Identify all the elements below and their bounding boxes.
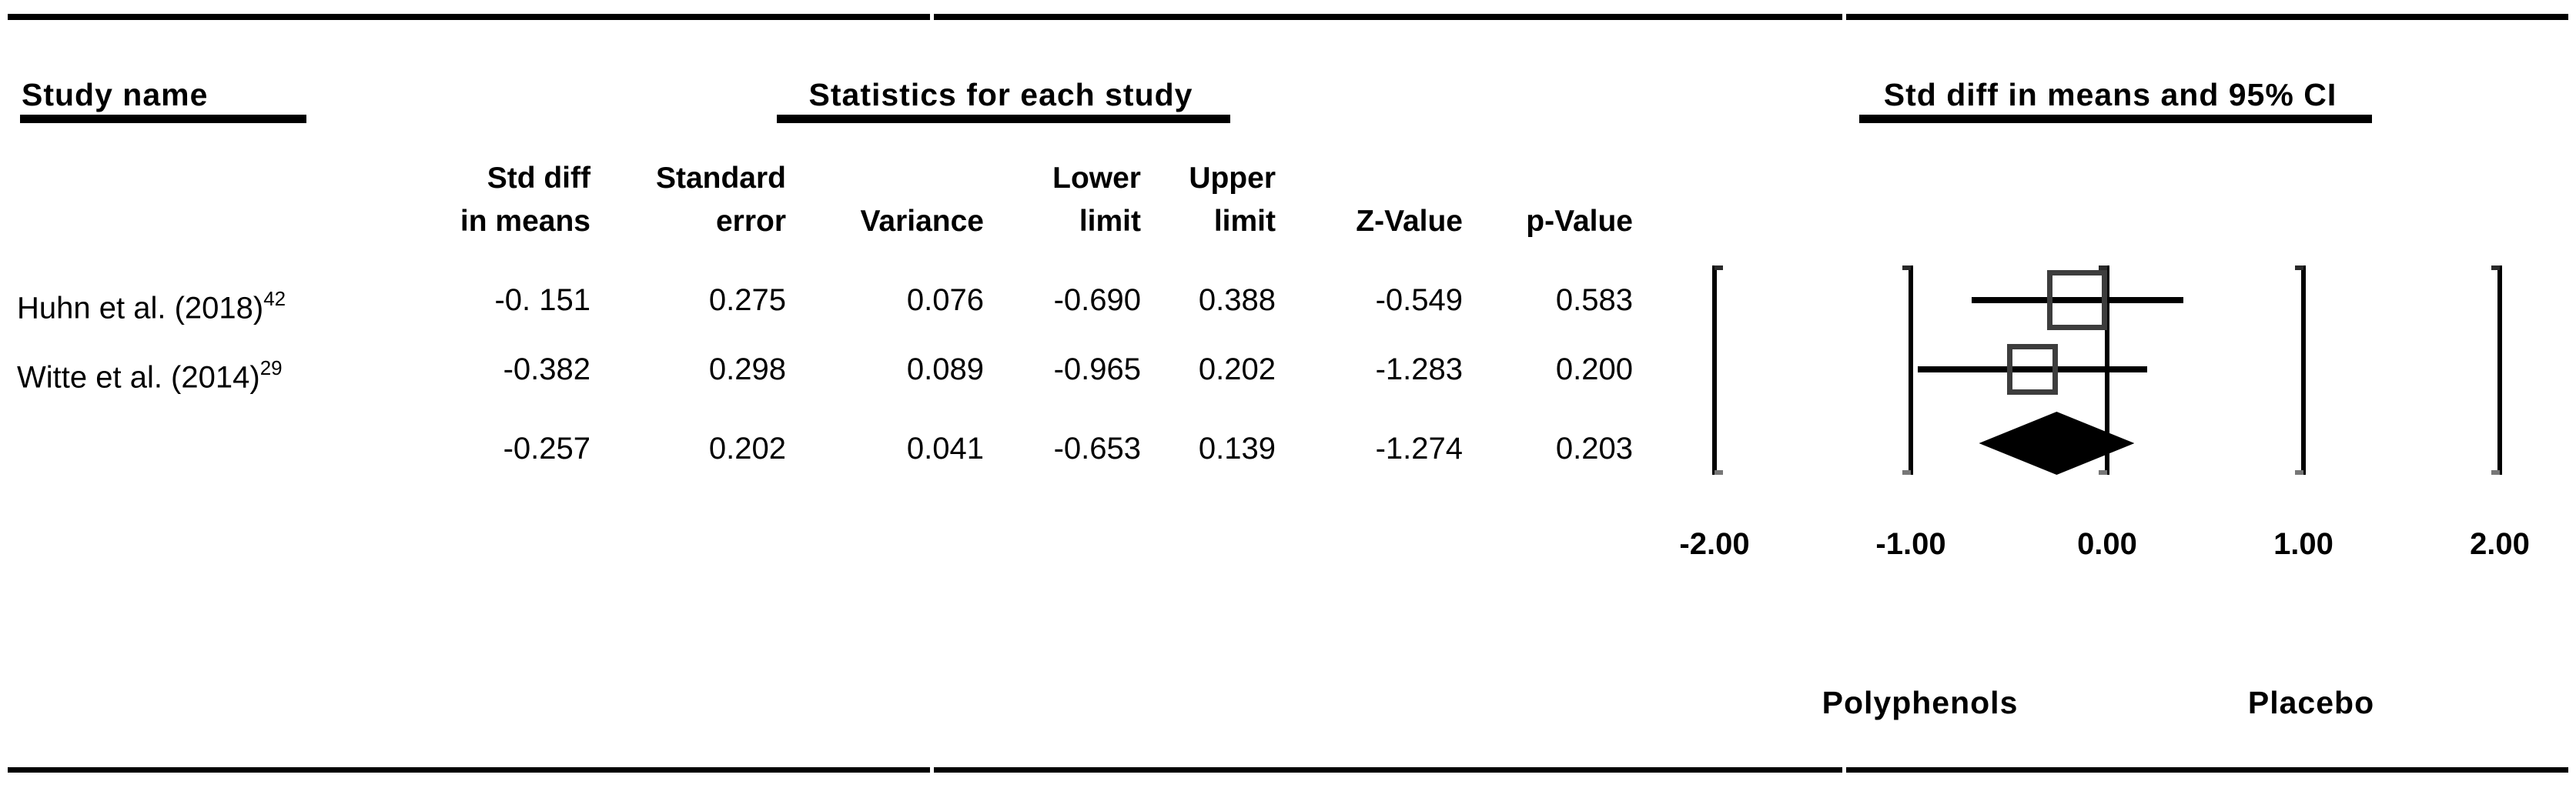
column-header-upper-limit: Upper limit (1189, 162, 1276, 238)
ci-header: Std diff in means and 95% CI (1883, 77, 2337, 112)
statistics-header: Statistics for each study (808, 77, 1193, 112)
axis-gridline-cap (1902, 265, 1911, 270)
variance-value: 0.076 (906, 283, 984, 317)
bottom-border-segment (1846, 767, 2568, 773)
axis-tick-label: -2.00 (1679, 527, 1750, 561)
column-header-p-value: p-Value (1526, 205, 1633, 238)
lower-limit-value: -0.653 (1053, 432, 1141, 466)
group-label-right: Placebo (2247, 685, 2375, 720)
column-header-lower-limit: Lower limit (1052, 162, 1141, 238)
reference-superscript: 42 (263, 287, 286, 310)
axis-gridline-cap (2099, 470, 2107, 475)
axis-gridline (1712, 265, 1717, 475)
column-header-standard-error: Standard error (655, 162, 786, 238)
group-label-left: Polyphenols (1822, 685, 2019, 720)
standard-error-value: 0.202 (708, 432, 786, 466)
summary-diamond (1979, 412, 2134, 475)
axis-tick-label: 0.00 (2077, 527, 2137, 561)
study-point-square (2007, 344, 2058, 395)
p-value: 0.200 (1555, 352, 1633, 386)
study-label: Witte et al. $(2014)^{29}$ (17, 356, 283, 395)
std-diff-value: -0.257 (503, 432, 590, 466)
z-value: -1.274 (1375, 432, 1463, 466)
z-value: -0.549 (1375, 283, 1463, 317)
std-diff-value: -0.382 (503, 352, 590, 386)
upper-limit-value: 0.388 (1198, 283, 1276, 317)
column-header-std-diff: Std diff in means (460, 162, 590, 238)
p-value: 0.583 (1555, 283, 1633, 317)
axis-gridline-cap (1715, 470, 1723, 475)
p-value: 0.203 (1555, 432, 1633, 466)
standard-error-value: 0.298 (708, 352, 786, 386)
standard-error-value: 0.275 (708, 283, 786, 317)
variance-value: 0.089 (906, 352, 984, 386)
axis-gridline-cap (2491, 470, 2500, 475)
axis-gridline-cap (2295, 265, 2303, 270)
z-value: -1.283 (1375, 352, 1463, 386)
study-point-square (2047, 270, 2107, 330)
bottom-border-segment (8, 767, 930, 773)
axis-gridline (2497, 265, 2502, 475)
axis-gridline-cap (1902, 470, 1911, 475)
lower-limit-value: -0.965 (1053, 352, 1141, 386)
axis-gridline-cap (2295, 470, 2303, 475)
column-header-variance: Variance (860, 205, 984, 238)
lower-limit-value: -0.690 (1053, 283, 1141, 317)
axis-gridline-cap (1715, 265, 1723, 270)
upper-limit-value: 0.202 (1198, 352, 1276, 386)
axis-gridline (2301, 265, 2306, 475)
axis-tick-label: -1.00 (1875, 527, 1946, 561)
study-name-header: Study name (22, 77, 209, 112)
upper-limit-value: 0.139 (1198, 432, 1276, 466)
variance-value: 0.041 (906, 432, 984, 466)
axis-tick-label: 1.00 (2273, 527, 2333, 561)
reference-superscript: 29 (259, 356, 283, 379)
axis-gridline (1909, 265, 1913, 475)
study-label: Huhn et al. $(2018)^{42}$ (17, 287, 286, 326)
std-diff-value: -0. 151 (494, 283, 590, 317)
column-header-z-value: Z-Value (1356, 205, 1463, 238)
axis-gridline-cap (2491, 265, 2500, 270)
bottom-border-segment (934, 767, 1842, 773)
axis-tick-label: 2.00 (2470, 527, 2530, 561)
